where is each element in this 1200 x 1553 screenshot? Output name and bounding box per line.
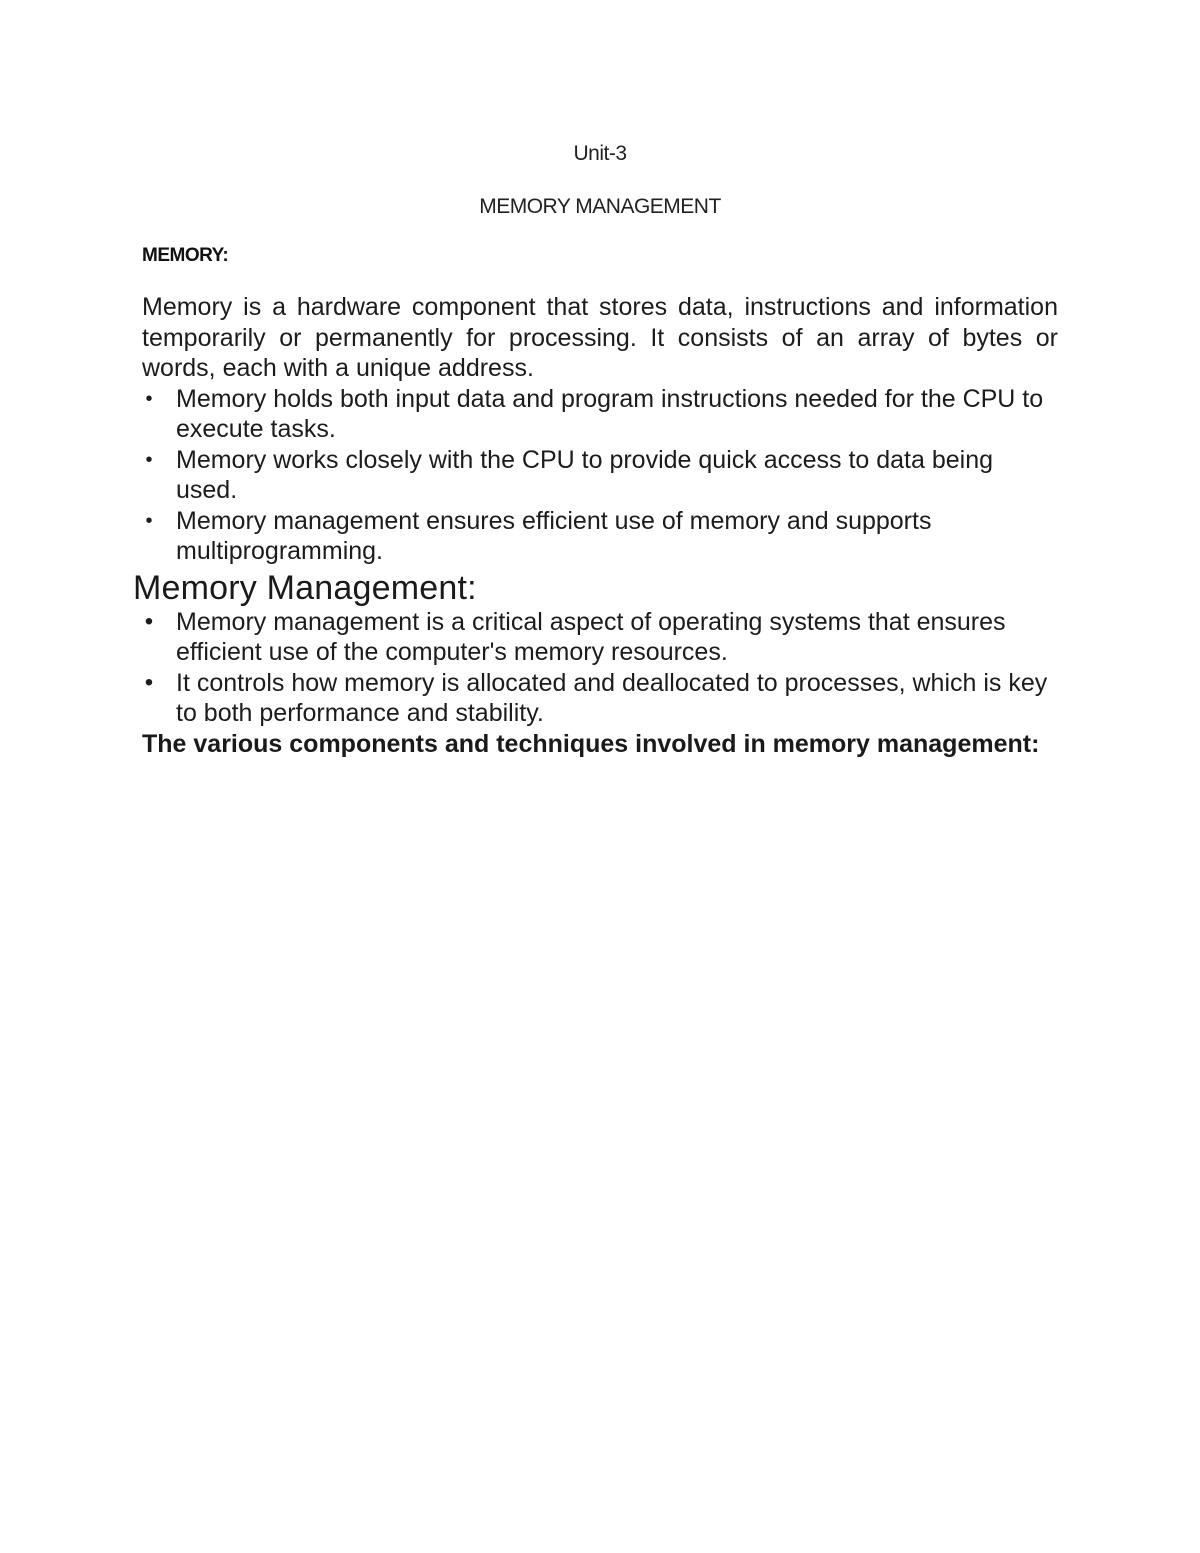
list-item xyxy=(142,445,1058,506)
bullet-icon: • xyxy=(144,607,154,635)
bullet-icon: • xyxy=(145,448,153,471)
memory-intro-paragraph: Memory is a hardware component that stores data, instructions and information temporarily or permanently for processing. It consists of an array of bytes or words, each with a unique address. xyxy=(142,293,1058,382)
list-item-text: It controls how memory is allocated and deallocated to processes, which is key to both performance and stability. xyxy=(176,668,1048,727)
bullet-icon: • xyxy=(144,668,154,696)
list-item-text: Memory works closely with the CPU to provide quick access to data being used. xyxy=(176,445,994,504)
list-item-text: Memory management ensures efficient use of memory and supports multiprogramming. xyxy=(176,506,932,565)
list-item xyxy=(142,668,1058,729)
list-item xyxy=(142,384,1058,445)
unit-label: Unit-3 xyxy=(573,142,627,165)
memory-section-heading: MEMORY: xyxy=(142,245,229,266)
list-item-text: Memory holds both input data and program instructions needed for the CPU to execute tasks. xyxy=(176,384,1044,443)
memory-management-bullet-list xyxy=(142,607,1058,729)
bullet-icon: • xyxy=(145,387,153,410)
memory-bullet-list xyxy=(142,384,1058,567)
list-item xyxy=(142,607,1058,668)
list-item xyxy=(142,506,1058,567)
bullet-icon: • xyxy=(145,509,153,532)
document-body xyxy=(133,292,1058,759)
memory-management-heading: Memory Management: xyxy=(133,568,477,607)
document-title: MEMORY MANAGEMENT xyxy=(479,195,721,218)
list-item-text: Memory management is a critical aspect of operating systems that ensures efficient use of the computer's memory resources. xyxy=(176,607,1006,666)
components-heading: The various components and techniques involved in memory management: xyxy=(142,729,1040,758)
